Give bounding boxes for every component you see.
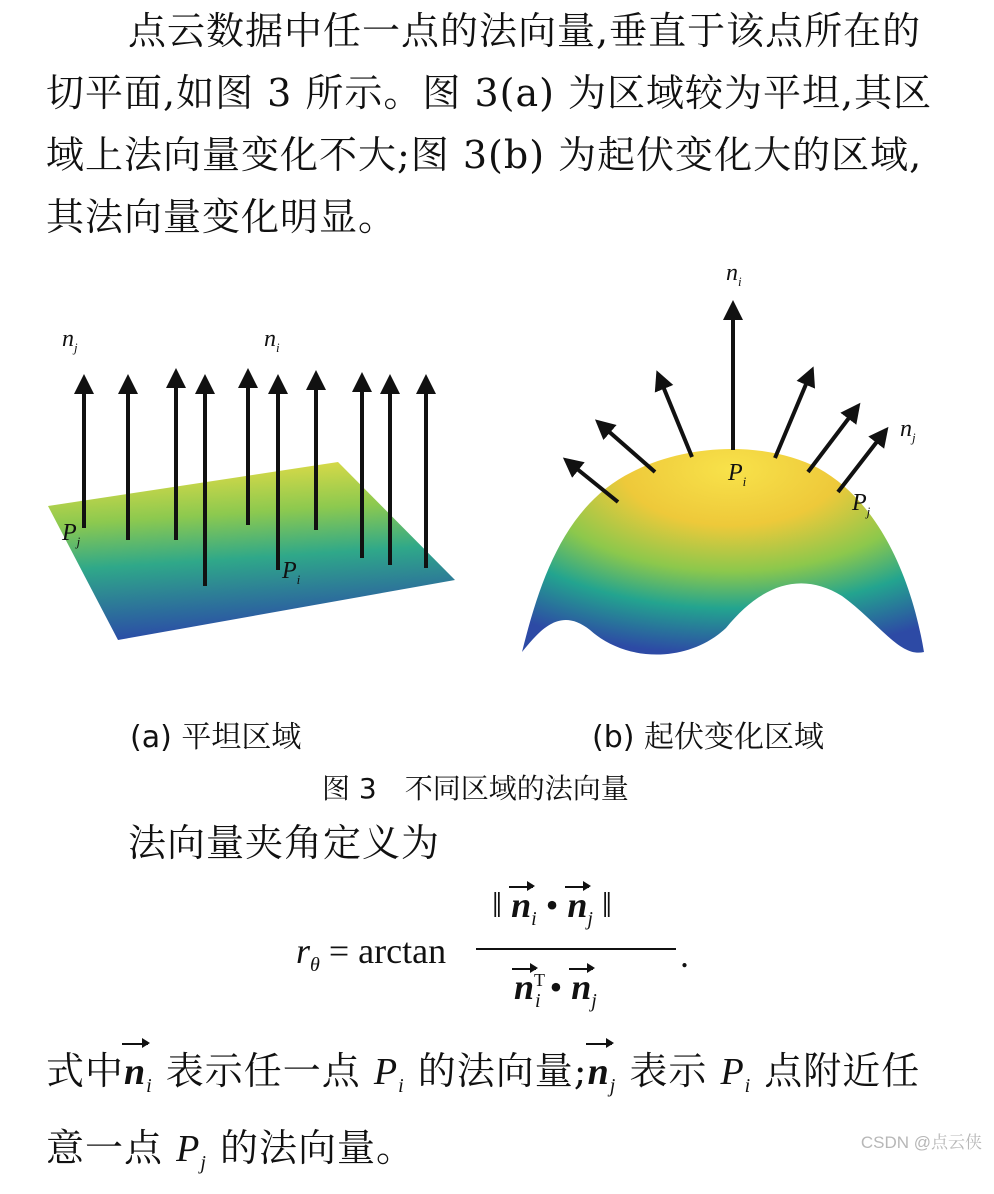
panel-b-pj-label: $P_j$ (852, 490, 871, 519)
formula-lhs: $r_\theta = \arctan$ (296, 931, 447, 976)
dome-surface (522, 449, 924, 655)
panel-a-ni-label: $n_i$ (264, 326, 280, 355)
paragraph-formula-intro: 法向量夹角定义为 (128, 821, 441, 865)
panel-a-caption: (a) 平坦区域 (130, 720, 302, 755)
fraction-bar (476, 948, 676, 950)
panel-b-undulating-region (522, 260, 924, 655)
formula-period: . (680, 935, 689, 975)
panel-a-pi-label: $P_i$ (282, 558, 301, 587)
watermark: CSDN @点云侠 (860, 1133, 982, 1152)
figure-3 (0, 250, 994, 710)
figure-caption: 图 3 不同区域的法向量 (322, 772, 629, 805)
formula-denominator: $n^T_i$ • $n_j$ (514, 967, 597, 1012)
panel-a-flat-region (48, 326, 455, 640)
paragraph-explanation: 式中$n_i$ 表示任一点 $P_i$ 的法向量$;n_j$ 表示 $P_i$ 点附近任意一点 $P_j$ 的法向量。 (46, 1040, 946, 1194)
panel-a-nj-label: $n_j$ (62, 326, 78, 355)
panel-a-pj-label: $P_j$ (62, 520, 81, 549)
panel-b-ni-label: $n_i$ (726, 260, 742, 289)
panel-b-pi-label: $P_i$ (728, 460, 747, 489)
panel-b-nj-label: $n_j$ (900, 416, 916, 445)
paragraph-intro: 点云数据中任一点的法向量,垂直于该点所在的切平面,如图 3 所示。图 3(a) 为区域较为平坦,其区域上法向量变化不大;图 3(b) 为起伏变化大的区域,其法向量变化明显。 (46, 9, 933, 239)
angle-formula (296, 870, 716, 1030)
flat-surface (48, 462, 455, 640)
formula-numerator: ‖ $n_i$ • $n_j$ ‖ (492, 885, 613, 930)
panel-b-caption: (b) 起伏变化区域 (592, 720, 824, 755)
